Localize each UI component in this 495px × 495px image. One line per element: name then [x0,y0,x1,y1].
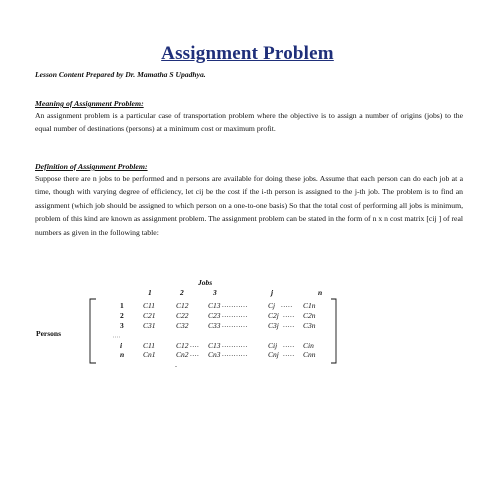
ellipsis: ..... [281,301,293,309]
ellipsis: ........... [222,321,248,329]
ellipsis: .... [190,341,200,349]
ellipsis: ........... [222,341,248,349]
row-header: n [120,350,125,359]
matrix-cell: Cij [268,341,278,350]
matrix-cell: C21 [143,311,156,320]
ellipsis: ........... [222,301,248,309]
matrix-cell: C22 [176,311,189,320]
ellipsis: ..... [283,341,295,349]
matrix-cell: Cnn [303,350,316,359]
matrix-cell: C32 [176,321,189,330]
matrix-cell: Cn1 [143,350,156,359]
matrix-cell: C1n [303,301,316,310]
matrix-cell: Cnj [268,350,279,359]
matrix-cell: C12 [176,301,189,310]
persons-label: Persons [36,329,61,338]
row-header: 3 [120,321,124,330]
matrix-cell: C3j [268,321,279,330]
ellipsis: .... [190,350,200,358]
section-heading-definition: Definition of Assignment Problem: [35,162,148,171]
matrix-cell: C3n [303,321,316,330]
column-header: 1 [148,288,152,297]
matrix-cell: C33 [208,321,221,330]
section-text-meaning: An assignment problem is a particular case of transportation problem where the objective is to assign a number of origins (jobs) to the equal number of destinations (persons) at a minimum cost or maximum profit. [35,111,463,134]
column-header: j [271,288,274,297]
ellipsis: ..... [283,321,295,329]
column-header: n [318,288,323,297]
matrix-cell: Cin [303,341,314,350]
row-header: 1 [120,301,124,310]
ellipsis: ..... [283,311,295,319]
ellipsis: ..... [283,350,295,358]
ellipsis: ........... [222,311,248,319]
ellipsis: ........... [222,350,248,358]
row-header: i [120,341,123,350]
matrix-cell: C13 [208,341,221,350]
section-heading-meaning: Meaning of Assignment Problem: [35,99,144,108]
matrix-cell: C2n [303,311,316,320]
row-header: 2 [120,311,124,320]
matrix-cell: C13 [208,301,221,310]
column-header: 3 [213,288,217,297]
matrix-cell: C31 [143,321,156,330]
column-header: 2 [180,288,184,297]
matrix-cell: Cj [268,301,276,310]
matrix-cell: Cn2 [176,350,189,359]
matrix-cell: Cn3 [208,350,221,359]
matrix-cell: C11 [143,341,155,350]
matrix-cell: C2j [268,311,279,320]
author-credit: Lesson Content Prepared by Dr. Mamatha S Upadhya. [35,70,206,79]
page-title: Assignment Problem [161,43,334,64]
matrix-cell: C12 [176,341,189,350]
section-text-definition: Suppose there are n jobs to be performed and n persons are available for doing these jobs. Assume that each person can do each job at a time, though with varying degree of efficiency, let cij be the cost if the i-th person is assigned to the j-th job. The problem is to find an assignment (which job should be assigned to which person on a one-to-one basis) So that the total cost of performing all jobs is minimum, problem of this kind are known as assignment problem. The assignment problem can be stated in the form of n x n cost matrix [cij ] of real numbers as given in the following table: [35,174,463,237]
matrix-cell: C11 [143,301,155,310]
jobs-label: Jobs [198,278,213,287]
matrix-cell: C23 [208,311,221,320]
